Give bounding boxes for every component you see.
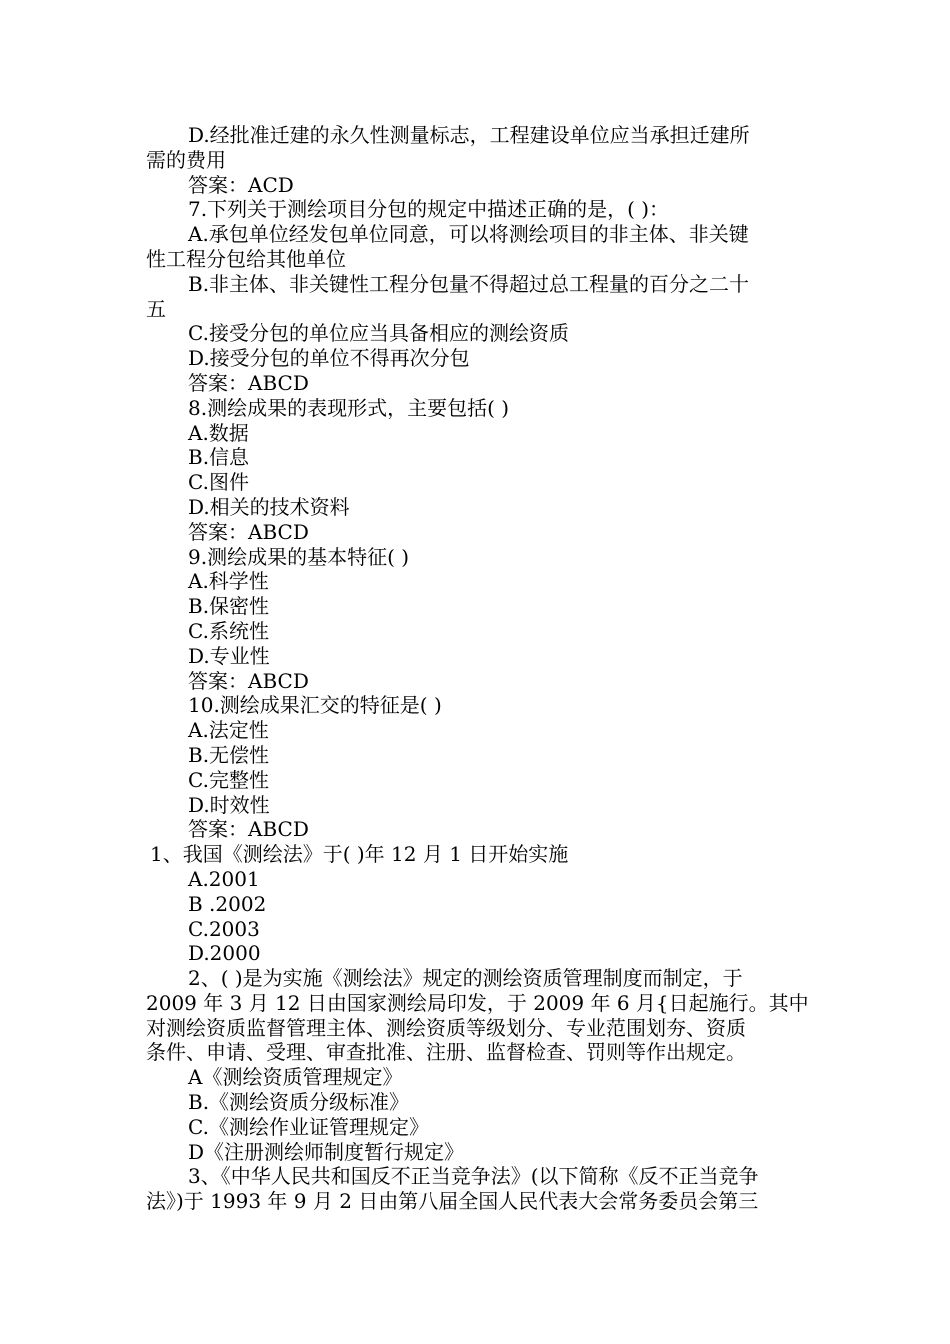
text-line: 1、我国《测绘法》于( )年 12 月 1 日开始实施 (150, 842, 569, 867)
text-line: B .2002 (188, 891, 267, 916)
text-line: 答案：ABCD (188, 668, 309, 693)
text-line: C.系统性 (188, 618, 269, 643)
text-line: 对测绘资质监督管理主体、测绘资质等级划分、专业范围划夯、资质 (146, 1015, 746, 1040)
text-line: D.2000 (188, 941, 261, 966)
text-line: C.图件 (188, 470, 249, 495)
text-line: A《测绘资质管理规定》 (188, 1065, 403, 1090)
text-line: B.保密性 (188, 594, 270, 619)
text-line: A.2001 (188, 866, 260, 891)
text-line: 7.下列关于测绘项目分包的规定中描述正确的是，( )： (188, 197, 670, 222)
text-line: D.相关的技术资料 (188, 494, 350, 519)
text-line: 答案：ACD (188, 172, 294, 197)
text-line: B.信息 (188, 445, 250, 470)
text-line: C.接受分包的单位应当具备相应的测绘资质 (188, 321, 569, 346)
text-line: 2009 年 3 月 12 日由国家测绘局印发，于 2009 年 6 月{日起施行。其中 (146, 990, 809, 1015)
text-line: 五 (146, 296, 166, 321)
text-line: D.接受分包的单位不得再次分包 (188, 346, 470, 371)
text-line: D.专业性 (188, 643, 270, 668)
text-line: B.《测绘资质分级标准》 (188, 1090, 410, 1115)
text-line: 9.测绘成果的基本特征( ) (188, 544, 410, 569)
text-line: 性工程分包给其他单位 (146, 246, 346, 271)
text-line: A.数据 (188, 420, 249, 445)
text-line: B.非主体、非关键性工程分包量不得超过总工程量的百分之二十 (188, 271, 750, 296)
text-line: A.科学性 (188, 569, 269, 594)
text-line: 法》)于 1993 年 9 月 2 日由第八届全国人民代表大会常务委员会第三 (146, 1189, 759, 1214)
text-line: A.承包单位经发包单位同意，可以将测绘项目的非主体、非关键 (188, 222, 749, 247)
text-line: D.经批准迁建的永久性测量标志，工程建设单位应当承担迁建所 (188, 123, 750, 147)
text-line: 需的费用 (146, 147, 226, 172)
text-line: C.《测绘作业证管理规定》 (188, 1114, 429, 1139)
text-line: A.法定性 (188, 718, 269, 743)
text-line: 2、( )是为实施《测绘法》规定的测绘资质管理制度而制定，于 (188, 966, 743, 991)
text-line: B.无偿性 (188, 742, 270, 767)
text-line: 3、《中华人民共和国反不正当竞争法》(以下简称《反不正当竞争 (188, 1164, 759, 1189)
text-line: 答案：ABCD (188, 370, 309, 395)
text-line: C.完整性 (188, 767, 269, 792)
text-line: D.时效性 (188, 792, 270, 817)
text-line: 10.测绘成果汇交的特征是( ) (188, 693, 442, 718)
text-line: 8.测绘成果的表现形式，主要包括( ) (188, 395, 510, 420)
text-line: D《注册测绘师制度暂行规定》 (188, 1139, 465, 1164)
text-line: 条件、申请、受理、审查批准、注册、监督检查、罚则等作出规定。 (146, 1040, 746, 1065)
text-line: C.2003 (188, 916, 260, 941)
document-body (146, 123, 811, 1214)
text-line: 答案：ABCD (188, 817, 309, 842)
text-line: 答案：ABCD (188, 519, 309, 544)
